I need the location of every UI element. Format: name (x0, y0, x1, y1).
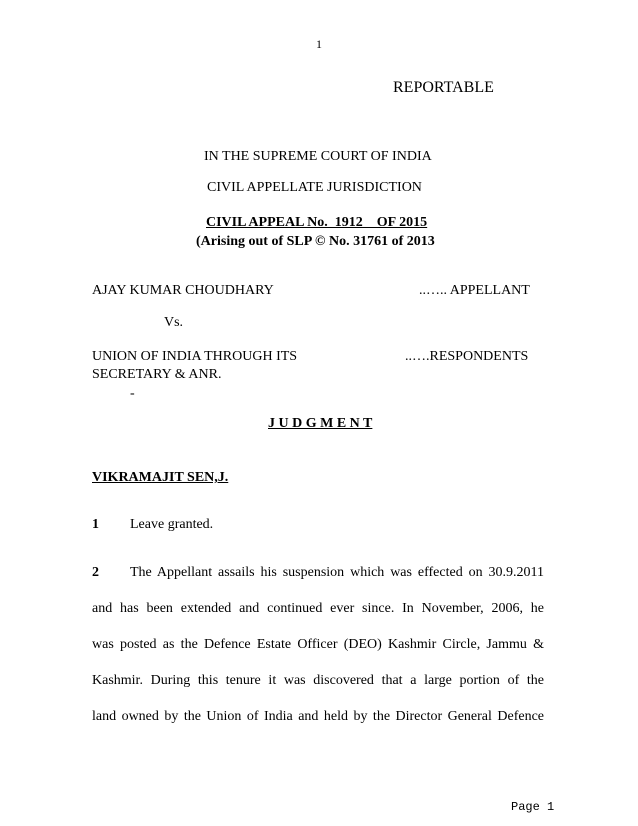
paragraph-2-line-text: The Appellant assails his suspension which was effected on 30.9.2011 (130, 565, 544, 580)
jurisdiction: CIVIL APPELLATE JURISDICTION (207, 180, 422, 195)
dash: - (130, 386, 135, 401)
arising-out-of: (Arising out of SLP © No. 31761 of 2013 (196, 234, 435, 249)
respondent-name-line2: SECRETARY & ANR. (92, 367, 222, 382)
paragraph-1-text: Leave granted. (130, 517, 214, 532)
judge-name: VIKRAMAJIT SEN,J. (92, 470, 229, 485)
paragraph-2-number: 2 (92, 565, 99, 580)
footer-page-number: Page 1 (511, 800, 555, 814)
reportable-label: REPORTABLE (393, 79, 494, 96)
paragraph-2-line: and has been extended and continued ever since. In November, 2006, he (92, 601, 544, 616)
paragraph-1 (92, 517, 213, 533)
versus: Vs. (164, 315, 184, 330)
appeal-number: CIVIL APPEAL No. 1912 OF 2015 (206, 215, 428, 230)
paragraph-2-line: land owned by the Union of India and held by the Director General Defence (92, 709, 544, 724)
paragraph-2 (92, 564, 544, 744)
paragraph-1-number: 1 (92, 517, 99, 532)
appellant-role: ..….. APPELLANT (419, 283, 530, 298)
page-number-top: 1 (316, 37, 322, 51)
respondent-name-line1: UNION OF INDIA THROUGH ITS (92, 349, 298, 364)
paragraph-2-line (92, 564, 544, 600)
paragraph-2-line: Kashmir. During this tenure it was discovered that a large portion of the (92, 673, 544, 688)
respondent-role: ..….RESPONDENTS (405, 349, 529, 364)
appellant-name: AJAY KUMAR CHOUDHARY (92, 283, 274, 298)
judgment-title: J U D G M E N T (268, 416, 373, 431)
paragraph-2-line: was posted as the Defence Estate Officer (DEO) Kashmir Circle, Jammu & (92, 637, 544, 652)
court-name: IN THE SUPREME COURT OF INDIA (204, 149, 432, 164)
